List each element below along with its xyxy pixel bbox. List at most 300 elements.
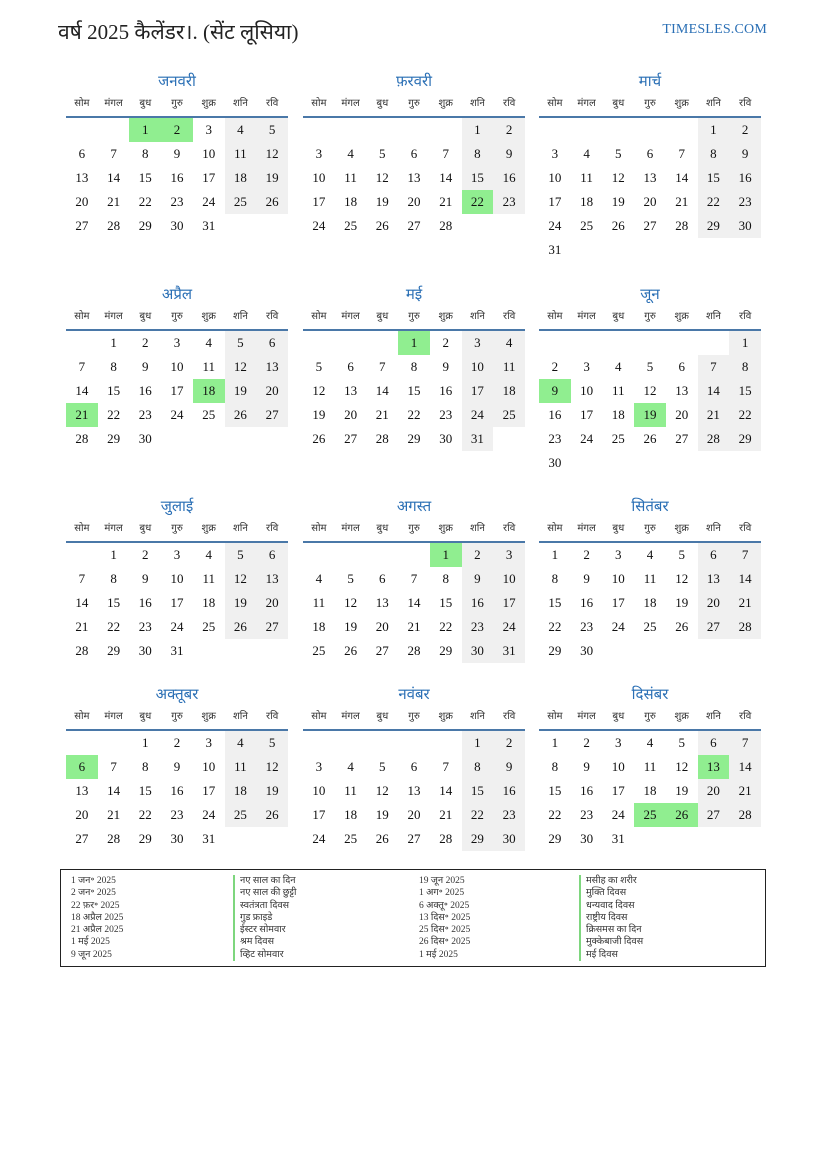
calendar-day: 14 (729, 755, 761, 779)
calendar-day: 20 (256, 591, 288, 615)
calendar-day: 24 (170, 407, 184, 422)
empty-cell (666, 331, 698, 355)
weekday-label: गुरु (408, 523, 420, 534)
calendar-day: 6 (379, 571, 386, 586)
calendar-day: 15 (548, 783, 562, 798)
weekday-label: शनि (232, 523, 248, 534)
weekday-label: मंगल (341, 98, 360, 109)
legend-holiday-name: मुक्ति दिवस (579, 887, 759, 899)
empty-cell (571, 118, 603, 142)
weekday-header (303, 519, 525, 543)
calendar-day: 31 (611, 831, 625, 846)
calendar-day: 3 (462, 331, 494, 355)
calendar-day: 8 (142, 146, 149, 161)
legend-holiday-name: व्हिट सोमवार (233, 949, 413, 961)
calendar-day: 25 (344, 831, 358, 846)
holiday-day: 6 (66, 755, 98, 779)
calendar-day: 28 (75, 643, 89, 658)
calendar-day: 15 (729, 379, 761, 403)
calendar-day: 16 (462, 591, 494, 615)
weekday-header (66, 519, 288, 543)
calendar-day: 11 (493, 355, 525, 379)
empty-cell (335, 543, 367, 567)
weekday-header (539, 307, 761, 331)
calendar-day: 7 (78, 571, 86, 586)
month-name: अक्तूबर (155, 687, 199, 703)
calendar-day: 19 (675, 595, 689, 610)
legend-date: 13 दिस॰ 2025 (419, 912, 471, 923)
legend-holiday-name: नए साल की छुट्टी (233, 887, 413, 899)
legend-holiday-name: मई दिवस (579, 949, 759, 961)
calendar-day: 17 (462, 379, 494, 403)
weekday-label: गुरु (644, 523, 656, 534)
legend-dates-1 (71, 875, 231, 961)
day-grid (539, 118, 761, 262)
calendar-day: 24 (611, 807, 625, 822)
empty-cell (571, 331, 603, 355)
calendar-day: 25 (202, 407, 216, 422)
weekday-label: शुक्र (674, 98, 689, 109)
month-name: नवंबर (398, 687, 430, 703)
calendar-day: 27 (698, 803, 730, 827)
calendar-day: 16 (548, 407, 562, 422)
calendar-day: 14 (439, 783, 453, 798)
calendar-day: 21 (75, 619, 89, 634)
empty-cell (303, 543, 335, 567)
calendar-day: 7 (78, 359, 86, 374)
calendar-day: 4 (583, 146, 590, 161)
weekday-label: बुध (612, 711, 625, 722)
calendar-day: 6 (256, 331, 288, 355)
day-grid (303, 331, 525, 451)
weekday-label: शनि (232, 311, 248, 322)
holiday-day: 25 (634, 803, 666, 827)
calendar-day: 4 (646, 547, 654, 562)
calendar-day: 5 (347, 571, 354, 586)
weekday-label: बुध (139, 711, 152, 722)
calendar-day: 3 (493, 543, 525, 567)
empty-cell (66, 543, 98, 567)
calendar-day: 29 (107, 643, 121, 658)
calendar-day: 25 (344, 218, 358, 233)
calendar-day: 14 (75, 595, 89, 610)
weekday-label: बुध (376, 311, 389, 322)
calendar-day: 14 (107, 783, 121, 798)
weekday-label: गुरु (644, 311, 656, 322)
calendar-day: 16 (580, 595, 594, 610)
calendar-day: 23 (138, 407, 152, 422)
calendar-day: 5 (379, 146, 386, 161)
calendar-day: 14 (375, 383, 389, 398)
calendar-day: 4 (225, 118, 257, 142)
month-name: जुलाई (160, 499, 194, 515)
legend-date: 2 जन॰ 2025 (71, 888, 116, 899)
calendar-day: 19 (675, 783, 689, 798)
weekday-label: सोम (74, 98, 90, 109)
calendar-day: 10 (462, 355, 494, 379)
calendar-day: 31 (548, 242, 562, 257)
calendar-day: 7 (729, 543, 761, 567)
calendar-day: 24 (170, 619, 184, 634)
calendar-day: 28 (439, 831, 453, 846)
calendar-day: 15 (462, 779, 494, 803)
calendar-day: 23 (493, 803, 525, 827)
calendar-day: 13 (375, 595, 389, 610)
calendar-day: 15 (698, 166, 730, 190)
calendar-day: 17 (611, 595, 625, 610)
page-title: वर्ष 2025 कैलेंडर।. (सेंट लूसिया) (58, 20, 299, 44)
weekday-header (303, 707, 525, 731)
weekday-label: शनि (469, 711, 485, 722)
calendar-day: 8 (442, 571, 449, 586)
calendar-day: 15 (407, 383, 421, 398)
calendar-day: 12 (375, 170, 389, 185)
calendar-day: 2 (493, 731, 525, 755)
calendar-day: 27 (256, 615, 288, 639)
empty-cell (602, 331, 634, 355)
weekday-label: रवि (266, 711, 279, 722)
site-link[interactable]: TIMESLES.COM (662, 22, 767, 37)
calendar-day: 30 (580, 643, 594, 658)
calendar-day: 1 (551, 547, 559, 562)
legend-holiday-name: श्रम दिवस (233, 936, 413, 948)
calendar-day: 4 (205, 547, 212, 562)
calendar-day: 18 (202, 595, 216, 610)
weekday-label: रवि (739, 311, 752, 322)
calendar-day: 18 (225, 779, 257, 803)
calendar-day: 15 (462, 166, 494, 190)
calendar-day: 30 (170, 831, 184, 846)
empty-cell (303, 118, 335, 142)
calendar-day: 19 (225, 379, 257, 403)
calendar-day: 8 (729, 355, 761, 379)
calendar-day: 17 (312, 807, 326, 822)
calendar-day: 2 (729, 118, 761, 142)
calendar-day: 1 (110, 547, 117, 562)
calendar-day: 22 (138, 194, 152, 209)
day-grid (539, 331, 761, 475)
calendar-day: 17 (312, 194, 326, 209)
calendar-day: 17 (170, 595, 184, 610)
calendar-day: 5 (315, 359, 323, 374)
weekday-label: मंगल (577, 311, 596, 322)
calendar-day: 5 (225, 543, 257, 567)
calendar-day: 17 (202, 783, 216, 798)
calendar-day: 21 (107, 807, 121, 822)
calendar-day: 3 (173, 547, 181, 562)
weekday-label: रवि (739, 523, 752, 534)
calendar-day: 13 (75, 170, 89, 185)
calendar-day: 19 (375, 194, 389, 209)
legend-holiday-name: मसीह का शरीर (579, 875, 759, 887)
calendar-day: 10 (312, 170, 326, 185)
weekday-label: शनि (469, 523, 485, 534)
month-calendar (303, 70, 525, 238)
calendar-day: 4 (493, 331, 525, 355)
calendar-day: 2 (493, 118, 525, 142)
empty-cell (602, 118, 634, 142)
weekday-label: रवि (503, 711, 516, 722)
calendar-day: 5 (379, 759, 386, 774)
weekday-label: मंगल (577, 523, 596, 534)
weekday-label: शुक्र (674, 523, 689, 534)
calendar-day: 15 (107, 383, 121, 398)
calendar-day: 21 (407, 619, 421, 634)
weekday-label: बुध (612, 311, 625, 322)
calendar-day: 16 (138, 595, 152, 610)
calendar-day: 2 (583, 735, 590, 750)
calendar-day: 9 (729, 142, 761, 166)
calendar-day: 26 (256, 803, 288, 827)
calendar-day: 30 (462, 639, 494, 663)
calendar-day: 17 (580, 407, 594, 422)
calendar-day: 12 (611, 170, 625, 185)
holiday-day: 18 (193, 379, 225, 403)
weekday-label: शुक्र (674, 711, 689, 722)
calendar-day: 18 (611, 407, 625, 422)
calendar-day: 4 (347, 146, 354, 161)
calendar-day: 20 (407, 194, 421, 209)
calendar-day: 16 (170, 170, 184, 185)
calendar-day: 24 (548, 218, 562, 233)
legend-date: 6 अक्तू॰ 2025 (419, 900, 470, 911)
weekday-label: गुरु (171, 98, 183, 109)
calendar-day: 28 (107, 218, 121, 233)
calendar-day: 6 (78, 146, 86, 161)
calendar-day: 18 (312, 619, 326, 634)
calendar-day: 30 (138, 431, 152, 446)
calendar-day: 18 (225, 166, 257, 190)
legend-date: 1 अग॰ 2025 (419, 888, 465, 899)
calendar-day: 21 (729, 779, 761, 803)
empty-cell (335, 731, 367, 755)
weekday-label: रवि (739, 711, 752, 722)
weekday-label: शनि (705, 311, 721, 322)
legend-date: 22 फ़र॰ 2025 (71, 900, 120, 911)
calendar-day: 11 (612, 383, 625, 398)
calendar-day: 23 (493, 190, 525, 214)
calendar-day: 29 (548, 831, 562, 846)
legend-date: 9 जून 2025 (71, 949, 112, 960)
weekday-label: बुध (376, 98, 389, 109)
calendar-day: 20 (75, 194, 89, 209)
calendar-day: 22 (107, 407, 121, 422)
calendar-day: 16 (580, 783, 594, 798)
calendar-day: 17 (170, 383, 184, 398)
calendar-day: 6 (256, 543, 288, 567)
calendar-day: 14 (107, 170, 121, 185)
calendar-day: 23 (170, 807, 184, 822)
calendar-day: 16 (729, 166, 761, 190)
calendar-day: 11 (202, 571, 215, 586)
weekday-label: शुक्र (201, 523, 216, 534)
calendar-day: 19 (611, 194, 625, 209)
weekday-label: बुध (139, 98, 152, 109)
calendar-day: 10 (580, 383, 594, 398)
weekday-label: सोम (74, 711, 90, 722)
month-calendar (303, 283, 525, 451)
calendar-day: 23 (439, 407, 453, 422)
calendar-day: 10 (493, 567, 525, 591)
calendar-day: 21 (698, 403, 730, 427)
month-name: जून (640, 287, 660, 303)
weekday-label: गुरु (171, 523, 183, 534)
calendar-day: 9 (583, 759, 590, 774)
calendar-day: 7 (379, 359, 386, 374)
calendar-day: 26 (225, 403, 257, 427)
month-calendar (303, 683, 525, 851)
month-name: अगस्त (396, 499, 432, 515)
weekday-label: बुध (139, 311, 152, 322)
calendar-day: 4 (205, 335, 212, 350)
calendar-day: 11 (225, 142, 257, 166)
calendar-day: 12 (344, 595, 358, 610)
weekday-label: बुध (376, 523, 389, 534)
calendar-day: 13 (344, 383, 358, 398)
calendar-day: 8 (698, 142, 730, 166)
calendar-day: 1 (698, 118, 730, 142)
calendar-day: 13 (643, 170, 657, 185)
calendar-day: 9 (142, 571, 149, 586)
calendar-day: 26 (256, 190, 288, 214)
calendar-day: 6 (410, 146, 418, 161)
calendar-day: 11 (225, 755, 257, 779)
weekday-label: शुक्र (201, 98, 216, 109)
empty-cell (303, 731, 335, 755)
weekday-label: सोम (547, 98, 563, 109)
calendar-day: 29 (462, 827, 494, 851)
calendar-day: 15 (138, 170, 152, 185)
calendar-day: 29 (107, 431, 121, 446)
calendar-day: 21 (439, 807, 453, 822)
empty-cell (66, 118, 98, 142)
empty-cell (66, 331, 98, 355)
legend-date: 1 जन॰ 2025 (71, 876, 116, 886)
holiday-day: 1 (398, 331, 430, 355)
calendar-day: 25 (611, 431, 625, 446)
weekday-label: गुरु (644, 711, 656, 722)
weekday-label: मंगल (577, 98, 596, 109)
calendar-day: 6 (698, 731, 730, 755)
weekday-label: रवि (503, 523, 516, 534)
calendar-day: 23 (580, 807, 594, 822)
calendar-day: 11 (344, 170, 357, 185)
legend-names-2 (579, 875, 759, 961)
holiday-legend (60, 869, 766, 967)
calendar-day: 19 (256, 779, 288, 803)
calendar-day: 18 (580, 194, 594, 209)
calendar-day: 25 (225, 803, 257, 827)
month-calendar (66, 70, 288, 238)
month-calendar (539, 683, 761, 851)
calendar-day: 16 (493, 166, 525, 190)
day-grid (66, 731, 288, 851)
calendar-day: 19 (312, 407, 326, 422)
empty-cell (698, 331, 730, 355)
calendar-day: 1 (462, 731, 494, 755)
weekday-header (66, 307, 288, 331)
calendar-day: 26 (375, 218, 389, 233)
calendar-day: 3 (205, 735, 212, 750)
empty-cell (634, 331, 666, 355)
calendar-day: 2 (551, 359, 559, 374)
calendar-day: 10 (548, 170, 562, 185)
calendar-day: 8 (110, 571, 117, 586)
empty-cell (98, 731, 130, 755)
calendar-day: 24 (462, 403, 494, 427)
legend-holiday-name: राष्ट्रीय दिवस (579, 912, 759, 924)
calendar-day: 20 (698, 591, 730, 615)
calendar-day: 24 (202, 194, 216, 209)
day-grid (303, 731, 525, 851)
calendar-day: 13 (407, 783, 421, 798)
weekday-label: सोम (547, 523, 563, 534)
calendar-day: 20 (698, 779, 730, 803)
weekday-label: शुक्र (438, 311, 453, 322)
calendar-day: 23 (462, 615, 494, 639)
legend-dates-2 (419, 875, 579, 961)
calendar-day: 31 (202, 831, 216, 846)
month-calendar (66, 495, 288, 663)
calendar-day: 5 (256, 731, 288, 755)
calendar-day: 28 (75, 431, 89, 446)
calendar-day: 7 (110, 146, 117, 161)
calendar-day: 21 (729, 591, 761, 615)
calendar-day: 4 (646, 735, 654, 750)
calendar-day: 23 (580, 619, 594, 634)
calendar-day: 30 (493, 827, 525, 851)
calendar-day: 7 (678, 146, 685, 161)
calendar-day: 26 (312, 431, 326, 446)
calendar-day: 29 (138, 831, 152, 846)
calendar-day: 12 (256, 755, 288, 779)
calendar-day: 3 (583, 359, 590, 374)
calendar-day: 26 (643, 431, 657, 446)
calendar-day: 12 (675, 759, 689, 774)
calendar-day: 15 (439, 595, 453, 610)
weekday-label: सोम (74, 311, 90, 322)
legend-date: 1 मई 2025 (71, 937, 110, 948)
calendar-day: 18 (344, 807, 358, 822)
holiday-day: 21 (66, 403, 98, 427)
empty-cell (366, 118, 398, 142)
weekday-label: रवि (266, 98, 279, 109)
calendar-day: 3 (205, 122, 212, 137)
weekday-label: शनि (232, 98, 248, 109)
calendar-day: 19 (256, 166, 288, 190)
calendar-day: 22 (698, 190, 730, 214)
holiday-day: 9 (539, 379, 571, 403)
calendar-day: 18 (643, 595, 657, 610)
calendar-day: 16 (170, 783, 184, 798)
weekday-label: शुक्र (201, 711, 216, 722)
calendar-day: 29 (548, 643, 562, 658)
calendar-day: 27 (698, 615, 730, 639)
empty-cell (366, 543, 398, 567)
calendar-day: 10 (202, 146, 216, 161)
weekday-label: मंगल (577, 711, 596, 722)
weekday-label: शुक्र (438, 98, 453, 109)
calendar-day: 1 (462, 118, 494, 142)
legend-date: 19 जून 2025 (419, 876, 465, 886)
weekday-label: शनि (232, 711, 248, 722)
calendar-day: 28 (375, 431, 389, 446)
legend-holiday-name: गुड फ्राइडे (233, 912, 413, 924)
empty-cell (303, 331, 335, 355)
calendar-day: 12 (643, 383, 657, 398)
calendar-day: 20 (75, 807, 89, 822)
month-name: मई (405, 287, 423, 303)
